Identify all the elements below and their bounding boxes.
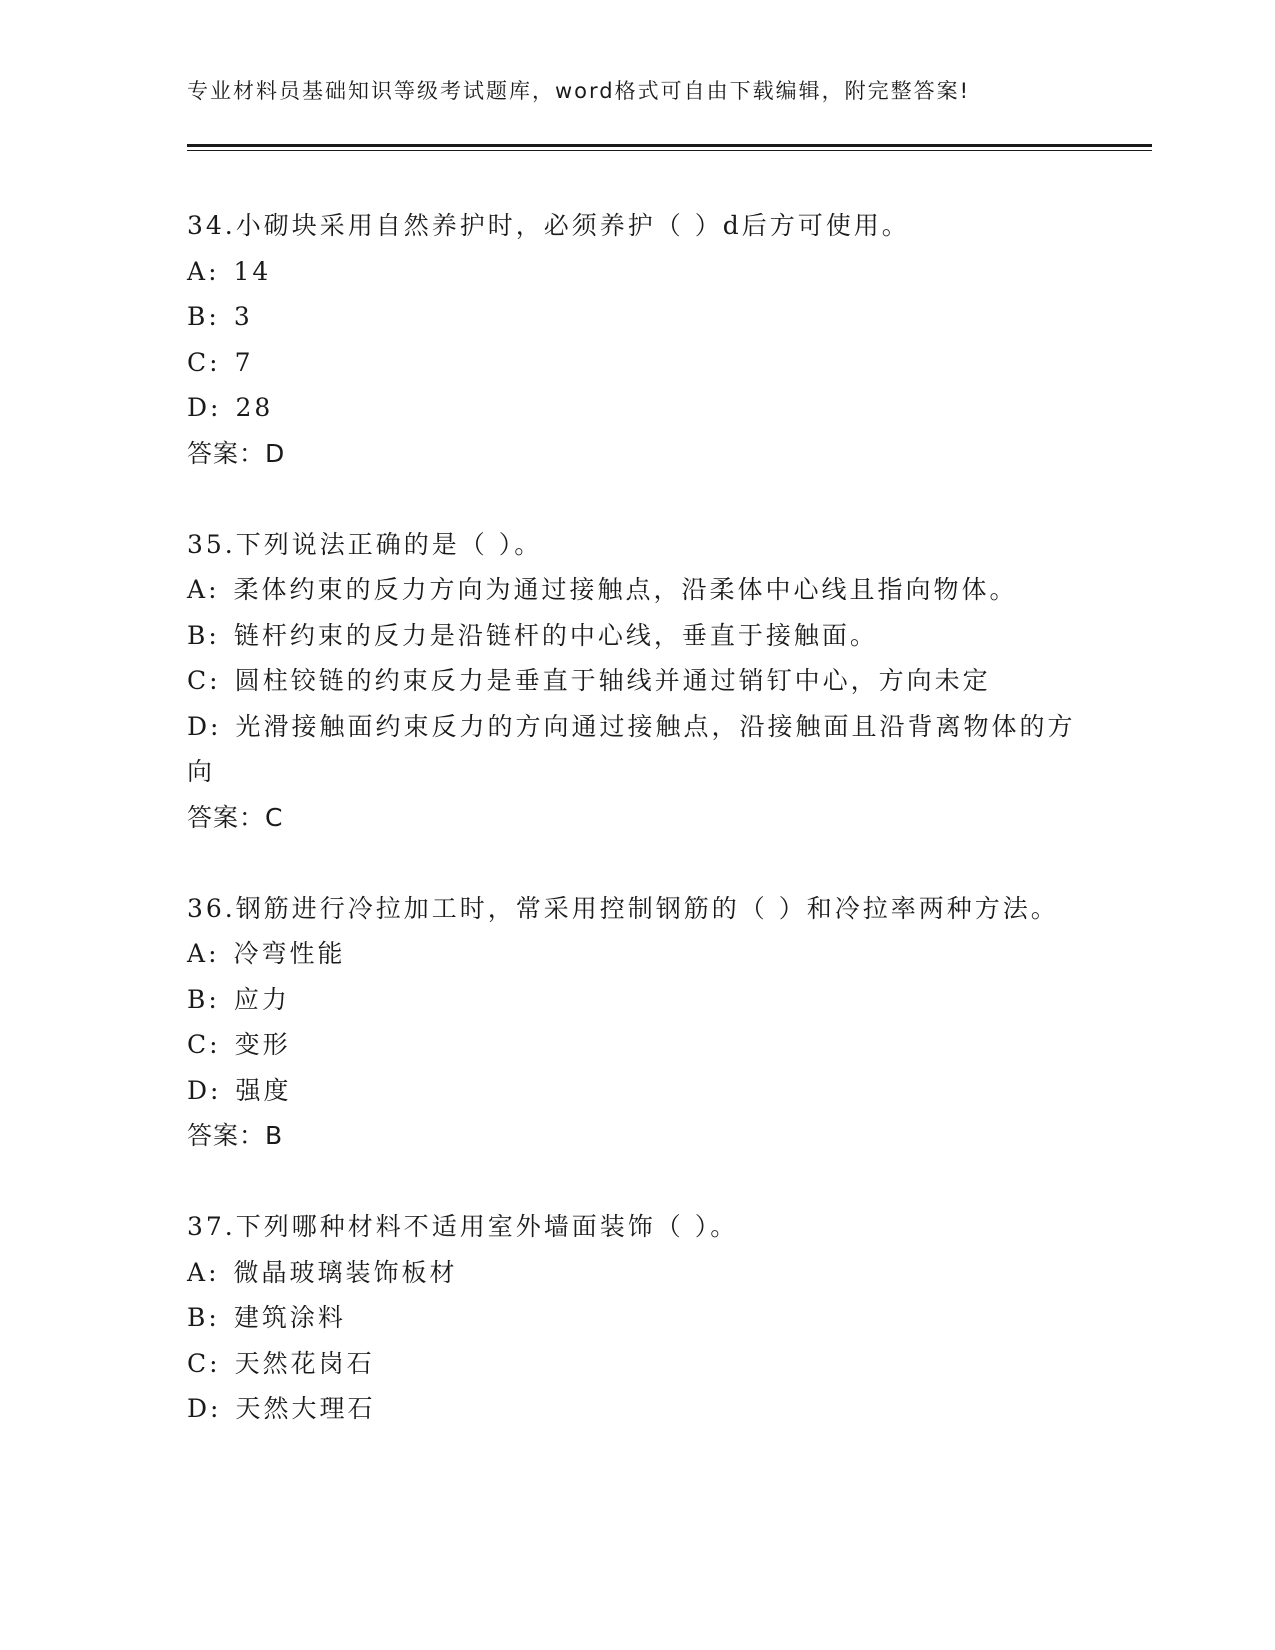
option-text: 天然大理石 bbox=[235, 1394, 376, 1423]
option-label: D bbox=[187, 393, 211, 422]
option-label: B bbox=[187, 620, 209, 650]
option-a: A: 微晶玻璃装饰板材 bbox=[187, 1257, 458, 1287]
option-text: 光滑接触面约束反力的方向通过接触点，沿接触面且沿背离物体的方向 bbox=[187, 711, 1076, 786]
question-35 bbox=[187, 522, 1087, 841]
option-text: 天然花岗石 bbox=[234, 1348, 375, 1378]
answer: 答案：B bbox=[187, 1121, 284, 1150]
option-label: A bbox=[187, 575, 209, 604]
header-rule-thin bbox=[187, 150, 1152, 151]
question-stem: 36.钢筋进行冷拉加工时，常采用控制钢筋的（ ）和冷拉率两种方法。 bbox=[187, 893, 1059, 923]
question-stem: 37.下列哪种材料不适用室外墙面装饰（ ）。 bbox=[187, 1212, 739, 1241]
question-37 bbox=[187, 1204, 1087, 1432]
page-header: 专业材料员基础知识等级考试题库，word格式可自由下载编辑，附完整答案! bbox=[187, 79, 971, 103]
option-text: 柔体约束的反力方向为通过接触点，沿柔体中心线且指向物体。 bbox=[233, 575, 1018, 604]
option-a: A: 14 bbox=[187, 256, 272, 286]
option-text: 3 bbox=[233, 302, 253, 331]
option-text: 圆柱铰链的约束反力是垂直于轴线并通过销钉中心，方向未定 bbox=[234, 666, 991, 695]
option-text: 14 bbox=[233, 256, 272, 286]
option-label: C bbox=[187, 1348, 210, 1378]
option-b: B: 链杆约束的反力是沿链杆的中心线，垂直于接触面。 bbox=[187, 620, 878, 650]
question-36 bbox=[187, 886, 1087, 1159]
option-b: B: 建筑涂料 bbox=[187, 1303, 346, 1332]
option-label: C bbox=[187, 666, 210, 695]
option-d: D: 天然大理石 bbox=[187, 1394, 376, 1423]
option-label: D bbox=[187, 1394, 211, 1423]
question-stem: 34.小砌块采用自然养护时，必须养护（ ）d后方可使用。 bbox=[187, 211, 910, 240]
header-rule-thick bbox=[187, 144, 1152, 147]
option-d: D: 28 bbox=[187, 393, 274, 422]
option-label: B bbox=[187, 302, 209, 331]
option-b: B: 3 bbox=[187, 302, 253, 331]
option-label: A bbox=[187, 939, 209, 968]
option-c: C: 7 bbox=[187, 347, 254, 377]
option-c: C: 变形 bbox=[187, 1030, 291, 1059]
option-b: B: 应力 bbox=[187, 984, 290, 1014]
option-text: 链杆约束的反力是沿链杆的中心线，垂直于接触面。 bbox=[233, 620, 878, 650]
option-c: C: 天然花岗石 bbox=[187, 1348, 375, 1378]
option-label: A bbox=[187, 1257, 209, 1287]
option-label: A bbox=[187, 256, 209, 286]
option-text: 28 bbox=[235, 393, 274, 422]
option-text: 冷弯性能 bbox=[233, 939, 346, 968]
answer: 答案：D bbox=[187, 438, 286, 468]
option-text: 应力 bbox=[233, 984, 290, 1014]
question-34 bbox=[187, 203, 1087, 476]
option-c: C: 圆柱铰链的约束反力是垂直于轴线并通过销钉中心，方向未定 bbox=[187, 666, 991, 695]
option-text: 强度 bbox=[235, 1075, 292, 1105]
option-text: 微晶玻璃装饰板材 bbox=[233, 1257, 458, 1287]
option-d: D: 强度 bbox=[187, 1075, 292, 1105]
option-text: 7 bbox=[234, 347, 254, 377]
option-a: A: 冷弯性能 bbox=[187, 939, 346, 968]
option-label: D bbox=[187, 1075, 211, 1105]
option-text: 变形 bbox=[234, 1030, 291, 1059]
option-a: A: 柔体约束的反力方向为通过接触点，沿柔体中心线且指向物体。 bbox=[187, 575, 1018, 604]
option-label: B bbox=[187, 1303, 209, 1332]
option-d: D: 光滑接触面约束反力的方向通过接触点，沿接触面且沿背离物体的方向 bbox=[187, 711, 1076, 786]
question-list bbox=[187, 203, 1087, 1432]
option-label: C bbox=[187, 1030, 210, 1059]
question-stem: 35.下列说法正确的是（ ）。 bbox=[187, 529, 543, 559]
answer: 答案：C bbox=[187, 802, 284, 832]
option-label: B bbox=[187, 984, 209, 1014]
option-text: 建筑涂料 bbox=[233, 1303, 346, 1332]
option-label: C bbox=[187, 347, 210, 377]
option-label: D bbox=[187, 711, 211, 741]
